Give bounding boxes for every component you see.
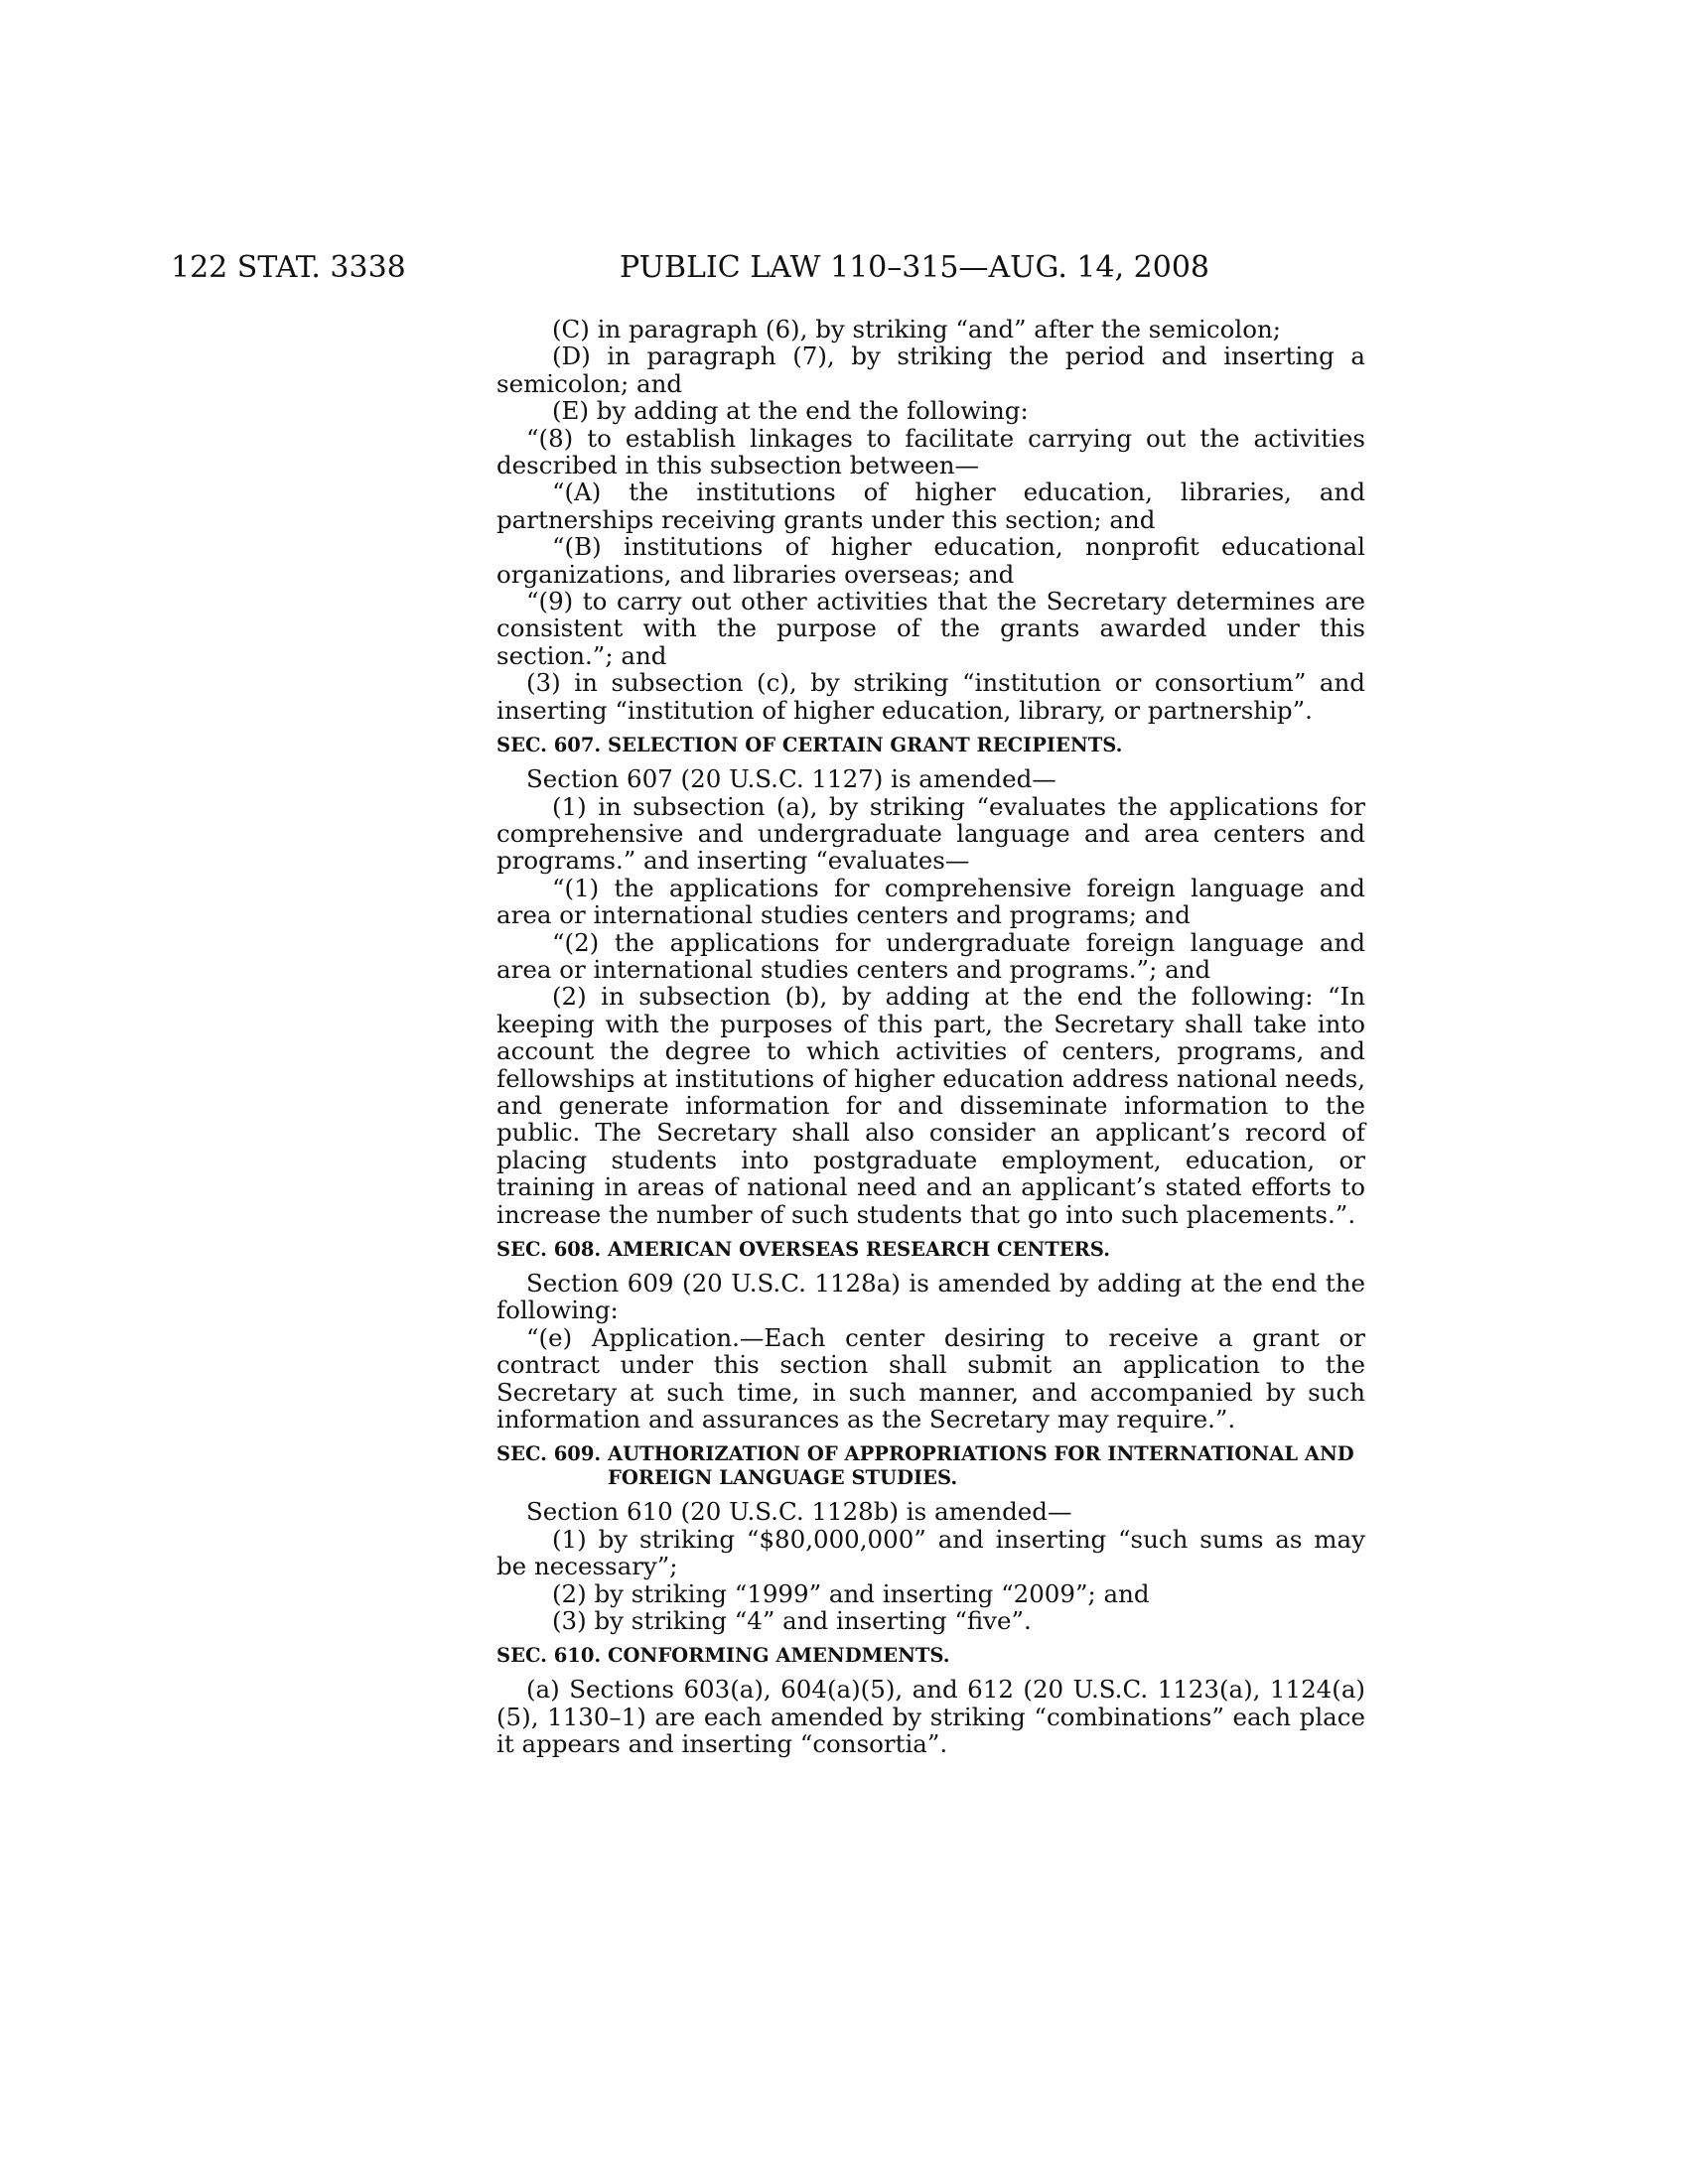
section-heading: SEC. 607. SELECTION OF CERTAIN GRANT RECIPIENTS.: [496, 734, 1123, 757]
paragraph: (2) by striking “1999” and inserting “2009”; and: [552, 1578, 1150, 1608]
paragraph: (3) by striking “4” and inserting “five”.: [552, 1606, 1032, 1636]
paragraph: (1) by striking “$80,000,000” and inserting “such sums as may be necessary”;: [496, 1524, 1365, 1581]
section-heading: SEC. 610. CONFORMING AMENDMENTS.: [496, 1644, 950, 1668]
section-heading: SEC. 609. AUTHORIZATION OF APPROPRIATIONS FOR INTERNATIONAL AND FOREIGN LANGUAGE STUDIES.: [496, 1442, 1354, 1490]
paragraph: “(A) the institutions of higher education, libraries, and partnerships receiving grants under this section; and: [496, 478, 1365, 534]
paragraph: (D) in paragraph (7), by striking the period and inserting a semicolon; and: [496, 341, 1365, 398]
section-heading: SEC. 608. AMERICAN OVERSEAS RESEARCH CENTERS.: [496, 1238, 1110, 1261]
paragraph: “(1) the applications for comprehensive foreign language and area or international studies centers and programs; and: [496, 873, 1365, 930]
paragraph: Section 610 (20 U.S.C. 1128b) is amended—: [526, 1497, 1072, 1527]
running-head: PUBLIC LAW 110–315—AUG. 14, 2008: [620, 250, 1210, 285]
paragraph: (E) by adding at the end the following:: [552, 396, 1029, 426]
paragraph: Section 609 (20 U.S.C. 1128a) is amended by adding at the end the following:: [496, 1269, 1365, 1325]
paragraph: (3) in subsection (c), by striking “institution or consortium” and inserting “institution of higher education, library, or partnership”.: [496, 668, 1365, 725]
paragraph: (2) in subsection (b), by adding at the end the following: “In keeping with the purposes of this part, the Secretary shall take into account the degree to which activities of centers, programs, and fellowships at institutions of higher education address national needs, and generate information for and disseminate information to the public. The Secretary shall also consider an applicant’s record of placing students into postgraduate employment, education, or training in areas of national need and an applicant’s stated efforts to increase the number of such students that go into such placements.”.: [496, 982, 1365, 1229]
paragraph: (1) in subsection (a), by striking “evaluates the applications for comprehensive and undergraduate language and area centers and programs.” and inserting “evaluates—: [496, 791, 1365, 876]
paragraph: Section 607 (20 U.S.C. 1127) is amended—: [526, 764, 1056, 794]
paragraph: (C) in paragraph (6), by striking “and” after the semicolon;: [552, 315, 1281, 343]
paragraph: (a) Sections 603(a), 604(a)(5), and 612 (20 U.S.C. 1123(a), 1124(a)(5), 1130–1) are each amended by striking “combinations” each place it appears and inserting “consortia”.: [496, 1675, 1365, 1759]
paragraph: “(2) the applications for undergraduate foreign language and area or international studies centers and programs.”; and: [496, 927, 1365, 984]
paragraph: “(B) institutions of higher education, nonprofit educational organizations, and libraries overseas; and: [496, 532, 1365, 589]
page-citation: 122 STAT. 3338: [171, 250, 406, 285]
paragraph: “(8) to establish linkages to facilitate carrying out the activities described in this subsection between—: [496, 423, 1365, 480]
statute-body: [496, 316, 1365, 1758]
paragraph: “(e) Application.—Each center desiring to receive a grant or contract under this section shall submit an application to the Secretary at such time, in such manner, and accompanied by such information and assurances as the Secretary may require.”.: [496, 1322, 1365, 1434]
paragraph: “(9) to carry out other activities that the Secretary determines are consistent with the purpose of the grants awarded under this section.”; and: [496, 587, 1365, 670]
